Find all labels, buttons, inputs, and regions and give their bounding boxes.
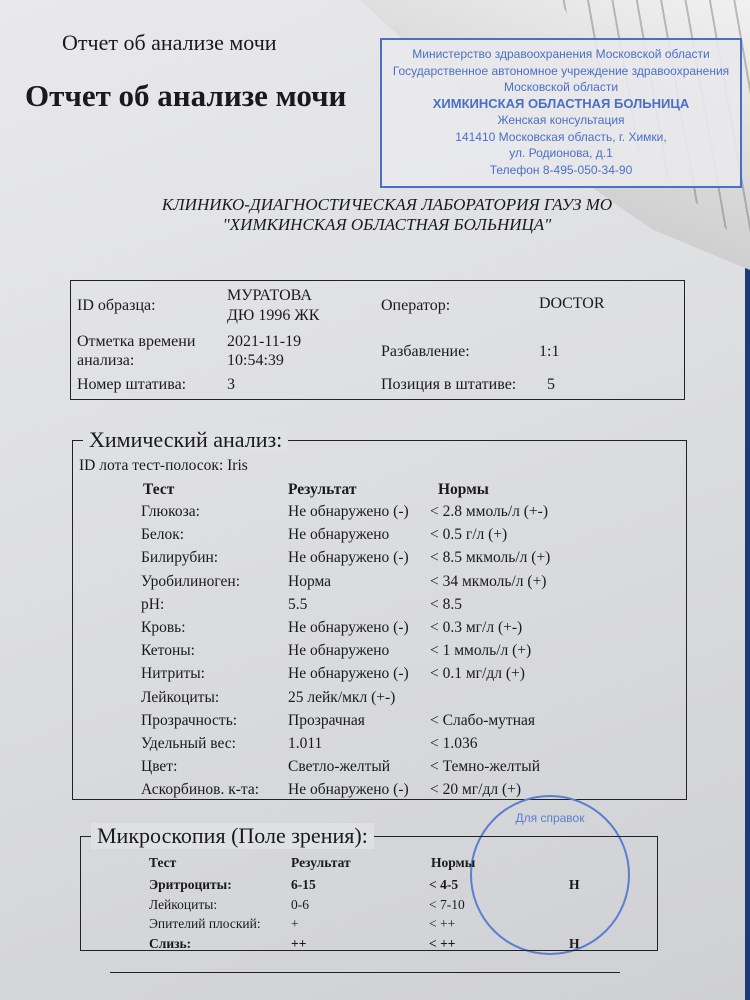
analysis-time: 10:54:39 xyxy=(227,352,284,369)
rectangular-stamp xyxy=(380,38,742,188)
test-name: Слизь: xyxy=(149,935,192,951)
test-norm: < 2.8 ммоль/л (+-) xyxy=(430,503,548,520)
position-label: Позиция в штативе: xyxy=(381,376,517,393)
lab-name: КЛИНИКО-ДИАГНОСТИЧЕСКАЯ ЛАБОРАТОРИЯ ГАУЗ МО "ХИМКИНСКАЯ ОБЛАСТНАЯ БОЛЬНИЦА" xyxy=(161,195,613,234)
table-row xyxy=(73,781,686,804)
test-result: Не обнаружено (-) xyxy=(288,665,409,683)
header-norm: Нормы xyxy=(431,855,476,870)
dilution-value: 1:1 xyxy=(539,343,560,360)
test-result: Не обнаружено (-) xyxy=(288,781,409,799)
test-norm: < 20 мг/дл (+) xyxy=(430,781,522,799)
test-norm: < 1.036 xyxy=(430,735,478,752)
sample-id-label: ID образца: xyxy=(77,297,156,314)
analysis-date: 2021-11-19 xyxy=(227,333,302,350)
test-result: Не обнаружено (-) xyxy=(288,503,409,520)
test-result: 0-6 xyxy=(291,896,309,912)
test-result: Не обнаружено xyxy=(288,526,390,544)
test-name: pH: xyxy=(141,595,165,613)
test-name: Прозрачность: xyxy=(141,711,238,729)
test-result: 6-15 xyxy=(291,877,316,892)
test-norm: < Слабо-мутная xyxy=(430,711,536,729)
test-name: Белок: xyxy=(141,526,185,544)
test-norm: < 8.5 xyxy=(430,595,462,613)
header-norm: Нормы xyxy=(438,481,489,498)
stamp-line: Министерство здравоохранения Московской области xyxy=(412,47,710,61)
stamp-line: Московской области xyxy=(503,80,619,94)
table-row xyxy=(73,481,686,504)
test-norm: < ++ xyxy=(429,916,456,931)
table-row xyxy=(73,503,686,526)
dilution-label: Разбавление: xyxy=(381,343,470,360)
table-row xyxy=(73,549,686,572)
test-norm: < 0.3 мг/л (+-) xyxy=(430,619,523,636)
test-name: Нитриты: xyxy=(141,665,205,683)
test-norm: < 0.5 г/л (+) xyxy=(430,526,508,544)
time-label: Отметка времени xyxy=(77,333,196,350)
chemical-analysis-section xyxy=(72,427,687,800)
signature-line xyxy=(110,972,620,973)
table-row xyxy=(73,665,686,688)
table-row xyxy=(73,526,686,549)
microscopy-section xyxy=(80,823,658,951)
table-row xyxy=(73,712,686,735)
test-name: Аскорбинов. к-та: xyxy=(141,781,260,799)
test-norm: < 0.1 мг/дл (+) xyxy=(430,665,525,683)
flag: Н xyxy=(569,935,580,951)
test-norm: < 4-5 xyxy=(429,877,459,892)
report-title: Отчет об анализе мочи xyxy=(25,78,347,113)
test-name: Глюкоза: xyxy=(141,503,200,520)
position-value: 5 xyxy=(547,376,555,393)
sample-info-box xyxy=(70,280,685,400)
test-name: Лейкоциты: xyxy=(141,688,220,706)
test-name: Цвет: xyxy=(141,758,178,776)
test-name: Кетоны: xyxy=(141,642,195,660)
lot-text: ID лота тест-полосок: Iris xyxy=(79,457,248,474)
test-name: Билирубин: xyxy=(141,549,219,567)
stamp-line: ул. Родионова, д.1 xyxy=(509,146,613,160)
rack-label: Номер штатива: xyxy=(77,376,187,393)
sample-id-line1: МУРАТОВА xyxy=(227,287,312,304)
header-test: Тест xyxy=(143,481,175,498)
rack-value: 3 xyxy=(227,376,235,393)
table-row xyxy=(73,735,686,758)
header-result: Результат xyxy=(288,481,357,498)
test-norm: < 8.5 мкмоль/л (+) xyxy=(430,549,551,567)
test-result: + xyxy=(291,916,299,931)
table-row xyxy=(73,642,686,665)
table-row xyxy=(73,689,686,712)
stamp-line: Женская консультация xyxy=(497,113,625,127)
test-result: ++ xyxy=(291,935,307,951)
table-row xyxy=(73,596,686,619)
table-row xyxy=(73,619,686,642)
operator-value: DOCTOR xyxy=(539,295,605,312)
stamp-line: Государственное автономное учреждение здравоохранения xyxy=(392,63,730,78)
test-result: Не обнаружено xyxy=(288,642,390,660)
test-name: Удельный вес: xyxy=(141,735,236,752)
flag: Н xyxy=(569,877,580,892)
test-result: Светло-желтый xyxy=(288,758,391,776)
test-result: 5.5 xyxy=(288,595,308,613)
test-name: Кровь: xyxy=(141,619,186,636)
time-label-2: анализа: xyxy=(77,352,135,369)
test-name: Эпителий плоский: xyxy=(149,916,261,931)
page-header: Отчет об анализе мочи xyxy=(62,30,277,55)
test-result: Норма xyxy=(288,572,332,590)
header-test: Тест xyxy=(149,855,177,870)
chemical-analysis-title: Химический анализ: xyxy=(83,427,288,453)
test-norm: < ++ xyxy=(429,935,456,951)
test-norm: < 1 ммоль/л (+) xyxy=(430,642,532,660)
test-norm: < 34 мкмоль/л (+) xyxy=(430,572,547,590)
test-name: Лейкоциты: xyxy=(149,896,218,912)
test-result: 25 лейк/мкл (+-) xyxy=(288,688,396,706)
round-stamp: Для справок xyxy=(470,795,630,955)
operator-label: Оператор: xyxy=(381,297,451,314)
table-row xyxy=(73,573,686,596)
microscopy-title: Микроскопия (Поле зрения): xyxy=(91,823,374,849)
table-row xyxy=(73,758,686,781)
test-result: Не обнаружено (-) xyxy=(288,549,409,567)
stamp-line: ХИМКИНСКАЯ ОБЛАСТНАЯ БОЛЬНИЦА xyxy=(432,95,690,111)
test-result: Прозрачная xyxy=(288,711,365,729)
test-name: Эритроциты: xyxy=(149,877,232,892)
test-name: Уробилиноген: xyxy=(141,572,241,590)
test-norm: < 7-10 xyxy=(429,896,465,912)
header-result: Результат xyxy=(291,855,351,870)
test-result: 1.011 xyxy=(288,735,323,752)
sample-id-line2: ДЮ 1996 ЖК xyxy=(227,307,320,324)
test-result: Не обнаружено (-) xyxy=(288,619,409,636)
stamp-line: 141410 Московская область, г. Химки, xyxy=(455,129,667,144)
test-norm: < Темно-желтый xyxy=(430,758,540,776)
stamp-line: Телефон 8-495-050-34-90 xyxy=(489,162,633,177)
